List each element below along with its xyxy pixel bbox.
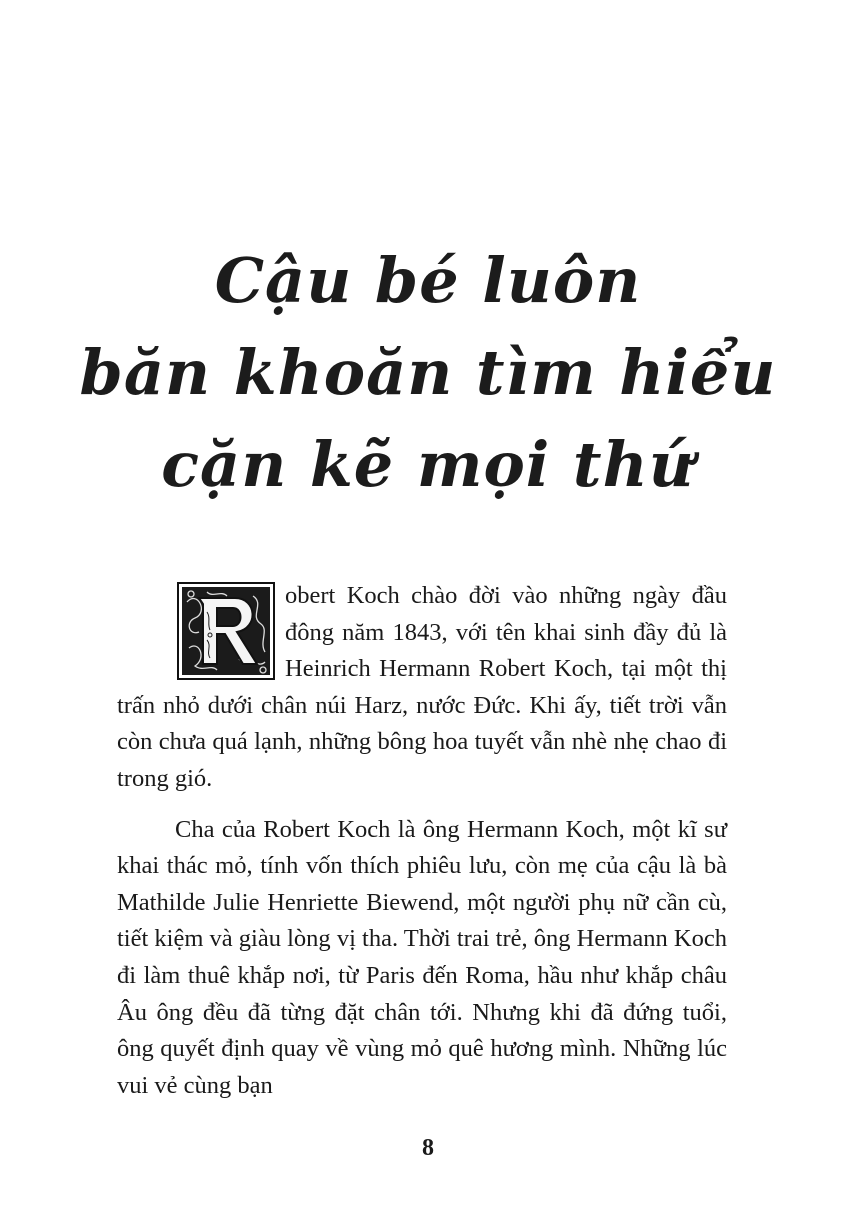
chapter-title-line-1: Cậu bé luôn	[214, 244, 642, 317]
chapter-body	[117, 578, 727, 1104]
ornamental-drop-cap	[177, 582, 275, 680]
page-number: 8	[422, 1135, 434, 1161]
chapter-title	[0, 235, 856, 511]
paragraph-2: Cha của Robert Koch là ông Hermann Koch, một kĩ sư khai thác mỏ, tính vốn thích phiêu lưu, còn mẹ của cậu là bà Mathilde Julie Henriette Biewend, một người phụ nữ cần cù, tiết kiệm và giàu lòng vị tha. Thời trai trẻ, ông Hermann Koch đi làm thuê khắp nơi, từ Paris đến Roma, hầu như khắp châu Âu ông đều đã từng đặt chân tới. Nhưng khi đã đứng tuổi, ông quyết định quay về vùng mỏ quê hương mình. Những lúc vui vẻ cùng bạn	[117, 815, 727, 1099]
paragraph-1	[117, 578, 727, 798]
chapter-title-line-2: băn khoăn tìm hiểu	[79, 336, 777, 409]
paragraph-1-text: obert Koch chào đời vào những ngày đầu đông năm 1843, với tên khai sinh đầy đủ là Heinrich Hermann Robert Koch, tại một thị trấn nhỏ dưới chân núi Harz, nước Đức. Khi ấy, tiết trời vẫn còn chưa quá lạnh, những bông hoa tuyết vẫn nhè nhẹ chao đi trong gió.	[117, 582, 727, 792]
chapter-title-line-3: cặn kẽ mọi thứ	[161, 428, 695, 501]
